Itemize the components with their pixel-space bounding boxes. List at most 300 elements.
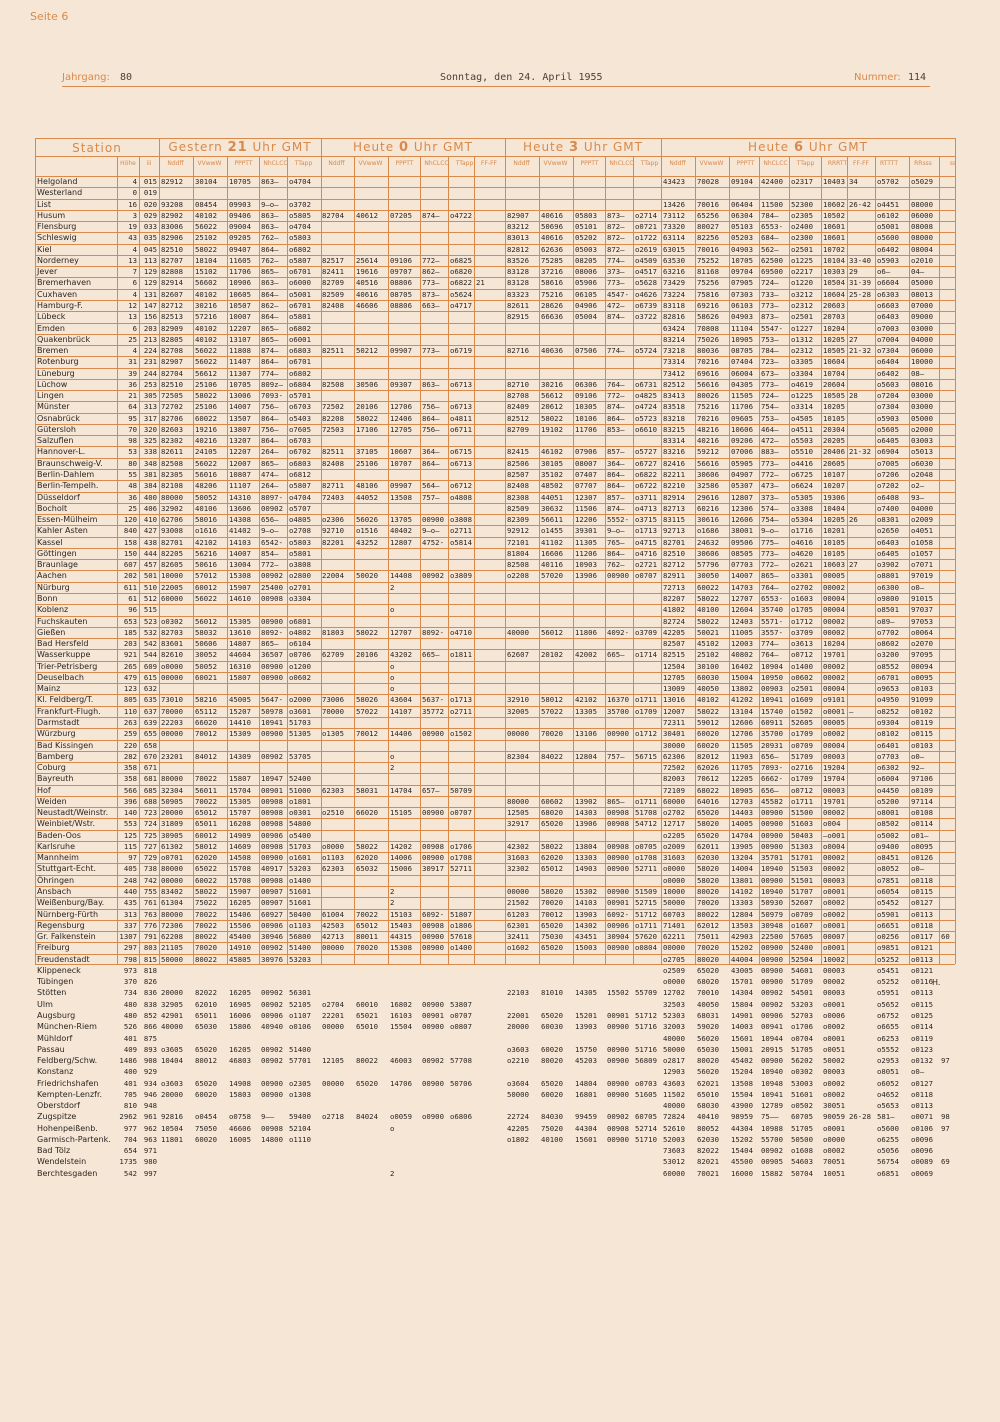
obs-cell-g21: o0454: [195, 1112, 217, 1122]
obs-cell-g6: o0—: [911, 864, 925, 874]
obs-cell-g6: 08000: [911, 199, 933, 209]
obs-cell-g21: 60022: [195, 413, 217, 423]
obs-cell-g0: 00000: [322, 1078, 344, 1088]
obs-cell-g6: o8602: [877, 639, 899, 649]
obs-cell-g21: 864—: [261, 312, 279, 322]
station-row: [35, 424, 955, 435]
obs-cell-g6: 15882: [761, 1168, 783, 1178]
station-row: [35, 266, 955, 277]
obs-cell-g0: 57708: [450, 1056, 472, 1066]
obs-cell-g3: 80020: [541, 1056, 563, 1066]
obs-cell-g6: 82022: [697, 1146, 719, 1156]
obs-cell-g6: 14704: [731, 830, 753, 840]
obs-cell-g21: 42901: [161, 1010, 183, 1020]
obs-cell-g3: 58022: [541, 413, 563, 423]
obs-cell-g6: o0109: [911, 785, 933, 795]
station-row: [35, 559, 955, 570]
station-index: 253: [143, 379, 157, 389]
obs-cell-g6: 60020: [697, 740, 719, 750]
obs-cell-g21: 00908: [261, 841, 283, 851]
obs-cell-g3: 50696: [541, 222, 563, 232]
obs-cell-g21: 30104: [195, 177, 217, 186]
obs-cell-g0: 773—: [422, 346, 440, 356]
station-name: Düsseldorf: [37, 492, 80, 502]
station-name: Husum: [37, 210, 66, 220]
column-header: Nddff: [328, 160, 345, 167]
station-index: 231: [143, 357, 157, 367]
station-height: 21: [128, 391, 137, 401]
obs-cell-g6: 30606: [697, 548, 719, 558]
obs-cell-g6: 70612: [697, 774, 719, 784]
obs-cell-g21: 00902: [261, 999, 283, 1009]
station-height: 265: [123, 661, 137, 671]
station-name: Cuxhaven: [37, 289, 78, 299]
column-header: Nddff: [513, 160, 530, 167]
obs-cell-g3: 83013: [507, 233, 529, 243]
obs-cell-g6: 51603: [791, 819, 813, 829]
obs-cell-g0: 82508: [322, 379, 344, 389]
obs-cell-g6: o7400: [877, 503, 899, 513]
obs-cell-g6: 62500: [761, 255, 783, 265]
station-name: Helgoland: [37, 177, 78, 186]
obs-cell-g6: 19306: [823, 492, 845, 502]
station-row: [35, 390, 955, 401]
obs-cell-g6: o0114: [911, 1022, 933, 1032]
obs-cell-g0: o5624: [450, 289, 472, 299]
obs-cell-g3: o0804: [635, 943, 657, 953]
station-index: 131: [143, 289, 157, 299]
obs-cell-g6: 81168: [697, 267, 719, 277]
obs-cell-g6: o0118: [911, 1089, 933, 1099]
obs-cell-g3: o6610: [635, 424, 657, 434]
station-height: 282: [123, 751, 137, 761]
obs-cell-g3: 08205: [575, 255, 597, 265]
obs-cell-g3: 13303: [575, 853, 597, 863]
station-name: Mainz: [37, 684, 61, 694]
obs-cell-g6: 10207: [823, 481, 845, 491]
station-height: 98: [128, 436, 137, 446]
obs-cell-g21: 13807: [229, 424, 251, 434]
obs-cell-g21: 19216: [195, 424, 217, 434]
obs-cell-g3: 40000: [507, 627, 529, 637]
obs-cell-g3: 872—: [607, 244, 625, 254]
obs-cell-g6: o1706: [791, 1022, 813, 1032]
obs-cell-g3: 11206: [575, 548, 597, 558]
obs-cell-g21: o6802: [289, 244, 311, 254]
obs-cell-g6: 6662-: [761, 774, 783, 784]
obs-cell-g6: 10204: [823, 323, 845, 333]
group-hour: 3: [568, 140, 580, 155]
obs-cell-g0: 82408: [322, 458, 344, 468]
station-row: [35, 987, 955, 998]
obs-cell-g6: o5252: [877, 954, 899, 964]
obs-cell-g6: 83314: [663, 436, 685, 446]
obs-cell-g6: 10940: [761, 864, 783, 874]
obs-cell-g0: 14202: [390, 841, 412, 851]
obs-cell-g6: 12205: [731, 774, 753, 784]
obs-cell-g21: o2800: [289, 571, 311, 581]
obs-cell-g3: 14303: [575, 808, 597, 818]
station-row: [35, 863, 955, 874]
obs-cell-g3: 81804: [507, 548, 529, 558]
obs-cell-g0: 00900: [422, 808, 444, 818]
station-index: 803: [143, 943, 157, 953]
obs-cell-g3: 58022: [541, 841, 563, 851]
obs-cell-g21: 00902: [261, 751, 283, 761]
obs-cell-g6: 12003: [731, 639, 753, 649]
obs-cell-g0: 14704: [390, 785, 412, 795]
station-name: Lüchow: [37, 379, 68, 389]
obs-cell-g6: 30948: [761, 920, 783, 930]
obs-cell-g6: 83216: [663, 447, 685, 457]
obs-cell-g6: 32586: [697, 481, 719, 491]
obs-cell-g0: o1713: [450, 695, 472, 705]
obs-cell-g6: o0095: [911, 672, 933, 682]
obs-cell-g21: 264—: [261, 447, 279, 457]
obs-cell-g3: 60705: [635, 1112, 657, 1122]
obs-cell-g21: 40940: [261, 1022, 283, 1032]
obs-cell-g6: o7304: [877, 402, 899, 412]
obs-cell-g21: 70022: [195, 796, 217, 806]
obs-cell-g3: 00900: [607, 1044, 629, 1054]
station-row: [35, 1033, 955, 1044]
obs-cell-g21: 13107: [229, 334, 251, 344]
obs-cell-g6: o7703: [877, 751, 899, 761]
obs-cell-g6: 52504: [791, 954, 813, 964]
obs-cell-g21: 53203: [289, 864, 311, 874]
obs-cell-g6: 70216: [697, 357, 719, 367]
obs-cell-g3: 11706: [575, 424, 597, 434]
station-name: Münster: [37, 402, 70, 412]
obs-cell-g0: o: [390, 672, 395, 682]
station-height: 480: [123, 999, 137, 1009]
obs-cell-g21: o3601: [289, 706, 311, 716]
obs-cell-g6: o0002: [823, 729, 845, 739]
obs-cell-g6: 774—: [761, 639, 779, 649]
obs-cell-g21: o0706: [289, 650, 311, 660]
obs-cell-g6: 07905: [731, 278, 753, 288]
obs-cell-g3: 82309: [507, 515, 529, 525]
station-row: [35, 199, 955, 210]
obs-cell-g6: 753—: [761, 413, 779, 423]
station-name: Mühldorf: [37, 1033, 73, 1043]
obs-cell-g6: 91099: [911, 695, 933, 705]
obs-cell-g6: 12703: [731, 796, 753, 806]
obs-cell-g6: 772—: [761, 560, 779, 570]
obs-cell-g21: o6812: [289, 470, 311, 480]
station-index: 866: [143, 1022, 157, 1032]
obs-cell-g6: 75026: [697, 334, 719, 344]
obs-cell-g6: 80036: [697, 346, 719, 356]
obs-cell-g6: o6004: [877, 774, 899, 784]
obs-cell-g6: 12604: [731, 605, 753, 615]
obs-cell-g3: 56809: [635, 1056, 657, 1066]
obs-cell-g0: o1708: [450, 853, 472, 863]
obs-cell-g3: 10305: [575, 402, 597, 412]
obs-cell-g6: 10702: [823, 244, 845, 254]
obs-cell-g6: 00941: [761, 1022, 783, 1032]
obs-cell-g21: 32304: [161, 785, 183, 795]
obs-cell-g6: 12606: [731, 515, 753, 525]
obs-cell-g6: 57605: [791, 932, 813, 942]
obs-cell-g21: 16208: [229, 819, 251, 829]
obs-cell-g21: 00908: [261, 808, 283, 818]
station-row: [35, 841, 955, 852]
obs-cell-g21: 00900: [261, 672, 283, 682]
obs-cell-g21: 15807: [229, 672, 251, 682]
obs-cell-g21: 00902: [261, 943, 283, 953]
obs-cell-g3: 12804: [575, 751, 597, 761]
obs-cell-g0: 62303: [322, 864, 344, 874]
obs-cell-g21: 863—: [261, 177, 279, 186]
obs-cell-g6: 45402: [731, 1056, 753, 1066]
obs-cell-g3: 31603: [507, 853, 529, 863]
station-name: Schleswig: [37, 233, 77, 243]
obs-cell-g0: 25614: [356, 255, 378, 265]
obs-cell-g3: 70020: [541, 729, 563, 739]
obs-cell-g21: 56022: [195, 357, 217, 367]
obs-cell-g6: 40102: [697, 695, 719, 705]
station-name: Zugspitze: [37, 1112, 77, 1122]
obs-cell-g21: 14410: [229, 717, 251, 727]
obs-cell-g6: 24632: [697, 537, 719, 547]
obs-cell-g21: 10807: [229, 470, 251, 480]
obs-cell-g3: o3722: [635, 312, 657, 322]
obs-cell-g6: 10107: [823, 470, 845, 480]
obs-cell-g21: 50000: [161, 954, 183, 964]
station-height: 31: [128, 357, 137, 367]
obs-cell-g21: 80000: [161, 909, 183, 919]
obs-cell-g6: 80020: [697, 1056, 719, 1066]
obs-cell-g6: 10051: [823, 1168, 845, 1178]
obs-cell-g6: o0121: [911, 965, 933, 975]
station-name: Gießen: [37, 627, 66, 637]
station-height: 1307: [119, 932, 137, 942]
obs-cell-g3: 83128: [507, 267, 529, 277]
obs-cell-g3: 82611: [507, 300, 529, 310]
obs-cell-g6: 97106: [911, 774, 933, 784]
obs-cell-g6: 12007: [663, 706, 685, 716]
obs-cell-g21: 15406: [229, 909, 251, 919]
obs-cell-g6: 41202: [731, 695, 753, 705]
obs-cell-g6: o2300: [791, 233, 813, 243]
obs-cell-g6: o0119: [911, 1033, 933, 1043]
obs-cell-g21: 865—: [261, 323, 279, 333]
column-header: VVwwW: [358, 160, 383, 167]
station-height: 798: [123, 954, 137, 964]
obs-cell-g0: 772—: [422, 255, 440, 265]
station-index: 427: [143, 526, 157, 536]
obs-cell-g21: 82611: [161, 447, 183, 457]
obs-cell-g3: 56715: [635, 751, 657, 761]
obs-cell-g21: 58012: [195, 841, 217, 851]
station-row: [35, 244, 955, 255]
obs-cell-g0: o6713: [450, 402, 472, 412]
obs-cell-g6: o6904: [877, 447, 899, 457]
obs-cell-g6: o1711: [791, 796, 813, 806]
obs-cell-g3: 772—: [607, 391, 625, 401]
obs-cell-g0: o6713: [450, 379, 472, 389]
obs-cell-g21: 70020: [195, 943, 217, 953]
obs-cell-g6: 69: [941, 1157, 950, 1167]
column-header: FF-FF: [481, 160, 497, 167]
obs-cell-g3: 774—: [607, 346, 625, 356]
station-index: 755: [143, 887, 157, 896]
station-height: 158: [123, 537, 137, 547]
obs-cell-g6: o6604: [877, 278, 899, 288]
station-index: 818: [143, 965, 157, 975]
obs-cell-g21: 40102: [195, 289, 217, 299]
obs-cell-g0: o: [390, 661, 395, 671]
obs-cell-g6: 00900: [761, 977, 783, 987]
station-name: Berlin-Tempelh.: [37, 481, 99, 491]
obs-cell-g6: 20605: [823, 458, 845, 468]
obs-cell-g21: 10000: [161, 571, 183, 581]
obs-cell-g6: 32503: [663, 999, 685, 1009]
obs-cell-g6: 72311: [663, 717, 685, 727]
station-index: 655: [143, 729, 157, 739]
obs-cell-g6: 51709: [791, 977, 813, 987]
obs-cell-g6: o3613: [791, 639, 813, 649]
obs-cell-g0: 25106: [356, 458, 378, 468]
obs-cell-g6: o8052: [877, 864, 899, 874]
obs-cell-g21: 62208: [161, 932, 183, 942]
obs-cell-g3: 60602: [541, 796, 563, 806]
obs-cell-g21: 40106: [195, 503, 217, 513]
obs-cell-g6: 10404: [823, 503, 845, 513]
obs-cell-g3: 14302: [575, 920, 597, 930]
obs-cell-g6: o1227: [791, 323, 813, 333]
obs-cell-g6: 83518: [663, 402, 685, 412]
obs-cell-g0: 5637-: [422, 695, 444, 705]
station-name: Berchtesgaden: [37, 1168, 98, 1178]
obs-cell-g21: 13507: [229, 413, 251, 423]
station-name: Hannover-L.: [37, 447, 86, 457]
station-name: Konstanz: [37, 1067, 74, 1077]
obs-cell-g6: o2217: [791, 267, 813, 277]
obs-cell-g0: 14006: [390, 853, 412, 863]
obs-cell-g3: o1802: [507, 1134, 529, 1144]
obs-cell-g6: 54601: [791, 965, 813, 975]
obs-cell-g21: 11307: [229, 368, 251, 378]
station-index: 742: [143, 875, 157, 885]
obs-cell-g6: o8252: [877, 706, 899, 716]
obs-cell-g3: 864—: [607, 413, 625, 423]
obs-cell-g6: o8001: [877, 808, 899, 818]
obs-cell-g6: 10303: [823, 267, 845, 277]
obs-cell-g6: o2400: [791, 222, 813, 232]
header-rule: [62, 86, 930, 87]
obs-cell-g6: 20931: [761, 740, 783, 750]
obs-cell-g6: 98959: [731, 1112, 753, 1122]
obs-cell-g6: 723—: [761, 357, 779, 367]
obs-cell-g0: o0707: [450, 808, 472, 818]
obs-cell-g6: o5653: [877, 1101, 899, 1111]
obs-cell-g6: o0000: [663, 875, 685, 885]
obs-cell-g21: o0302: [161, 616, 183, 626]
obs-cell-g6: o2048: [911, 470, 933, 480]
group-post: Uhr GMT: [409, 140, 473, 154]
obs-cell-g3: 09106: [575, 391, 597, 401]
obs-cell-g6: 00906: [761, 1010, 783, 1020]
obs-cell-g0: 2: [390, 887, 395, 896]
obs-cell-g6: 10505: [823, 391, 845, 401]
obs-cell-g6: 09704: [731, 267, 753, 277]
obs-cell-g21: o5403: [289, 413, 311, 423]
station-row: [35, 1111, 955, 1122]
station-name: Koblenz: [37, 605, 69, 615]
station-name: Friedrichshafen: [37, 1078, 99, 1088]
obs-cell-g6: 68020: [697, 977, 719, 987]
station-row: [35, 514, 955, 525]
station-height: 248: [123, 875, 137, 885]
obs-cell-g21: o1616: [195, 526, 217, 536]
obs-cell-g6: 52703: [791, 1010, 813, 1020]
station-name: Flensburg: [37, 222, 77, 232]
obs-cell-g3: 00900: [607, 1056, 629, 1066]
obs-cell-g21: 92816: [161, 1112, 183, 1122]
obs-cell-g3: 46102: [541, 447, 563, 457]
obs-cell-g21: 772—: [261, 560, 279, 570]
obs-cell-g21: 50400: [289, 909, 311, 919]
obs-cell-g3: 15302: [575, 887, 597, 896]
obs-cell-g0: 00902: [422, 571, 444, 581]
obs-cell-g3: 20612: [541, 402, 563, 412]
obs-cell-g0: o3809: [450, 571, 472, 581]
obs-cell-g21: 45400: [229, 932, 251, 942]
obs-cell-g6: o5452: [877, 898, 899, 908]
station-row: [35, 807, 955, 818]
obs-cell-g6: 10603: [823, 560, 845, 570]
obs-cell-g6: 90059: [823, 1112, 845, 1122]
station-name: Bayreuth: [37, 774, 74, 784]
obs-cell-g0: 00000: [322, 943, 344, 953]
station-height: 358: [123, 774, 137, 784]
obs-cell-g0: 58022: [356, 627, 378, 637]
obs-cell-g6: 773—: [761, 379, 779, 389]
obs-cell-g6: 70020: [697, 943, 719, 953]
obs-cell-g0: 58022: [356, 413, 378, 423]
obs-cell-g3: 55709: [635, 988, 657, 998]
obs-cell-g6: 82211: [663, 470, 685, 480]
obs-cell-g3: 42102: [575, 695, 597, 705]
obs-cell-g6: 05203: [731, 233, 753, 243]
obs-cell-g6: o4619: [791, 379, 813, 389]
obs-cell-g6: 60022: [697, 582, 719, 592]
station-index: 963: [143, 1134, 157, 1144]
obs-cell-g0: 61004: [322, 909, 344, 919]
obs-cell-g6: 70016: [697, 199, 719, 209]
obs-cell-g6: 40000: [663, 1101, 685, 1111]
obs-cell-g6: 733—: [761, 289, 779, 299]
obs-cell-g21: 862—: [261, 300, 279, 310]
column-header: RRsss: [914, 160, 932, 167]
obs-cell-g3: 70012: [541, 909, 563, 919]
station-name: Würzburg: [37, 729, 76, 739]
obs-cell-g21: o5400: [289, 830, 311, 840]
obs-cell-g21: 11605: [229, 255, 251, 265]
obs-cell-g6: 56020: [697, 1033, 719, 1043]
obs-cell-g21: 70012: [195, 729, 217, 739]
obs-cell-g3: 07407: [575, 470, 597, 480]
obs-cell-g3: 4547-: [607, 289, 629, 299]
obs-cell-g6: 56020: [697, 1067, 719, 1077]
group-pre: Heute: [748, 140, 794, 154]
station-height: 840: [123, 526, 137, 536]
station-name: Fuchskauten: [37, 616, 88, 626]
obs-cell-g6: 20304: [823, 424, 845, 434]
obs-cell-g3: 40100: [541, 1134, 563, 1144]
